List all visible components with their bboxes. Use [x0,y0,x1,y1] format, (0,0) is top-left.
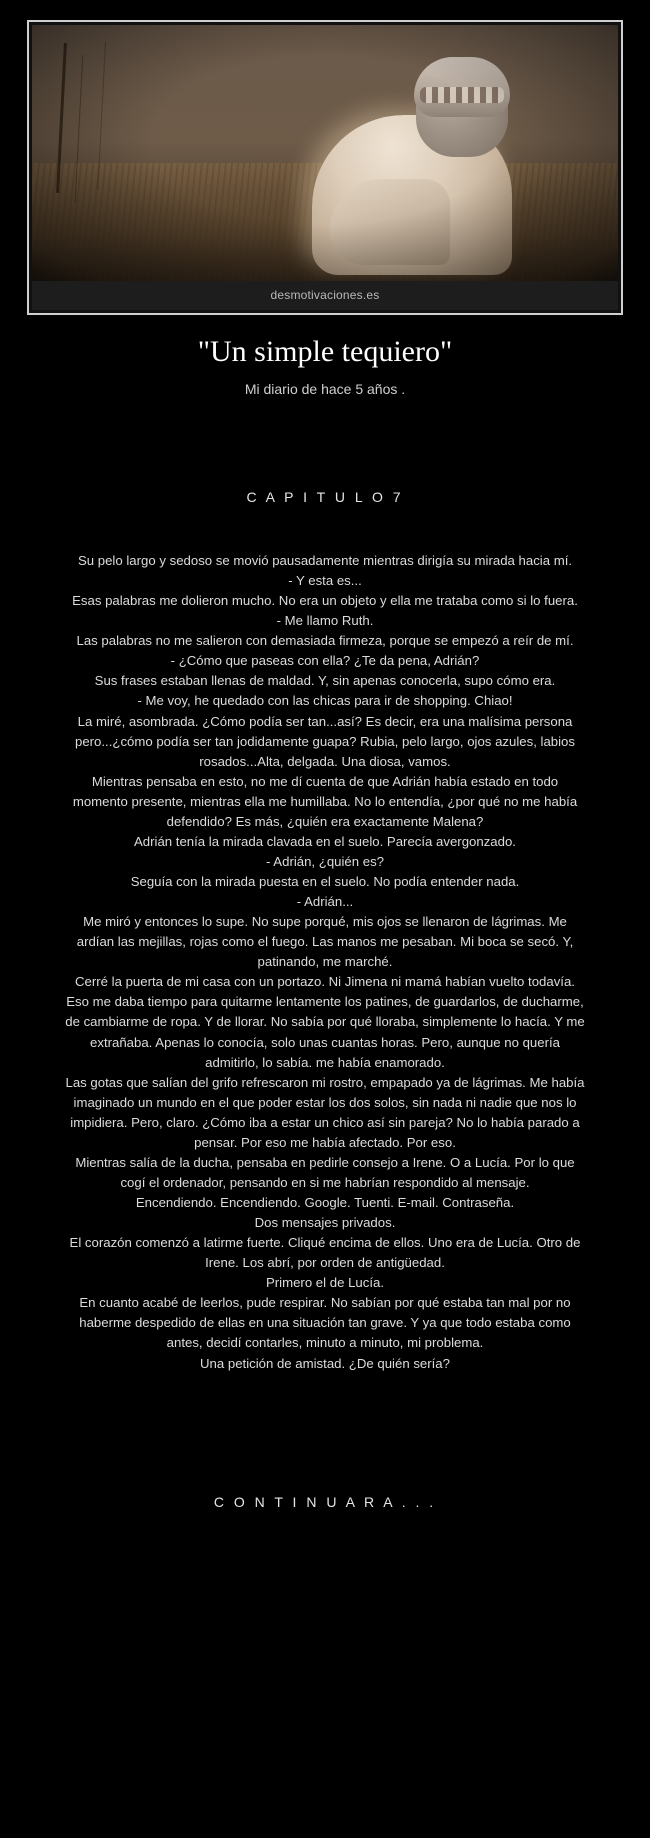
story-paragraph: - Me llamo Ruth. [276,613,374,629]
photo-sunset-person [32,25,618,281]
story-paragraph: Una petición de amistad. ¿De quién sería? [200,1355,450,1371]
story-paragraph: Seguía con la mirada puesta en el suelo. No podía entender nada. [130,874,520,889]
page-title: "Un simple tequiero" [197,335,453,368]
watermark-bar [32,281,618,310]
story-paragraph: Mientras pensaba en esto, no me dí cuenta de que Adrián había estado en todo momento presente, mientras ella me humillaba. No lo entendía, ¿por qué no me había defendido? Es más, ¿quién era exactamente Malena? [72,773,578,829]
story-paragraph: - Me voy, he quedado con las chicas para ir de shopping. Chiao! [137,693,513,709]
story-paragraph: Adrián tenía la mirada clavada en el suelo. Parecía avergonzado. [134,833,516,849]
story-paragraph: Primero el de Lucía. [265,1275,384,1291]
story-paragraph: La miré, asombrada. ¿Cómo podía ser tan...así? Es decir, era una malísima persona pero...¿cómo podía ser tan jodidamente guapa? Rubia, pelo largo, ojos azules, labios rosados...Alta, delgada. Una diosa, vamos. [75,713,575,769]
story-paragraph: - ¿Cómo que paseas con ella? ¿Te da pena, Adrián? [170,653,480,669]
chapter-heading: C A P I T U L O 7 [246,489,404,505]
story-paragraph: Encendiendo. Encendiendo. Google. Tuenti. E-mail. Contraseña. [135,1195,515,1210]
story-paragraph: Las palabras no me salieron con demasiada firmeza, porque se empezó a reír de mí. [76,633,574,649]
story-paragraph: Cerré la puerta de mi casa con un portazo. Ni Jimena ni mamá habían vuelto todavía. Eso me daba tiempo para quitarme lentamente los patines, de guardarlos, de ducharme, de cambiarme de ropa. Y de llorar. No sabía por qué lloraba, simplemente lo hacía. Y me extrañaba. Apenas lo conocía, solo unas cuantas horas. Pero, aunque no quería admitirlo, lo sabía. me había enamorado. [65,974,585,1070]
site-watermark: desmotivaciones.es [270,288,380,302]
story-paragraph: Esas palabras me dolieron mucho. No era un objeto y ella me trataba como si lo fuera. [72,593,578,609]
story-paragraph: Me miró y entonces lo supe. No supe porqué, mis ojos se llenaron de lágrimas. Me ardían las mejillas, rojas como el fuego. Las manos me pesaban. Mi boca se secó. Y, patinando, me marché. [76,914,574,970]
story-paragraph: En cuanto acabé de leerlos, pude respirar. No sabían por qué estaba tan mal por no haberme despedido de ellas en una situación tan grave. Y ya que todo estaba como antes, decidí contarles, minuto a minuto, mi problema. [79,1295,571,1351]
story-paragraph: - Adrián... [296,894,354,910]
story-paragraph: Su pelo largo y sedoso se movió pausadamente mientras dirigía su mirada hacia mí. [77,553,573,568]
story-paragraph: Sus frases estaban llenas de maldad. Y, sin apenas conocerla, supo cómo era. [94,673,556,689]
story-paragraph: - Adrián, ¿quién es? [265,853,385,869]
photo-frame [27,20,623,315]
story-paragraph: Mientras salía de la ducha, pensaba en pedirle consejo a Irene. O a Lucía. Por lo que cogí el ordenador, pensando en si me habrían respondido al mensaje. [75,1154,575,1190]
story-paragraph: El corazón comenzó a latirme fuerte. Cliqué encima de ellos. Uno era de Lucía. Otro de Irene. Los abrí, por orden de antigüedad. [69,1235,581,1271]
story-body [65,551,585,1374]
page-subtitle: Mi diario de hace 5 años . [244,381,406,397]
story-paragraph: Las gotas que salían del grifo refrescaron mi rostro, empapado ya de lágrimas. Me había imaginado un mundo en el que poder estar los dos solos, sin nada ni nadie que nos lo impidiera. Pero, claro. ¿Cómo iba a estar un chico así sin pareja? No lo había parado a pensar. Por eso me había afectado. Por eso. [65,1074,585,1150]
photo-vignette [32,25,618,281]
continued-footer: C O N T I N U A R A . . . [213,1493,437,1510]
story-paragraph: - Y esta es... [288,573,362,589]
story-paragraph: Dos mensajes privados. [254,1215,396,1231]
